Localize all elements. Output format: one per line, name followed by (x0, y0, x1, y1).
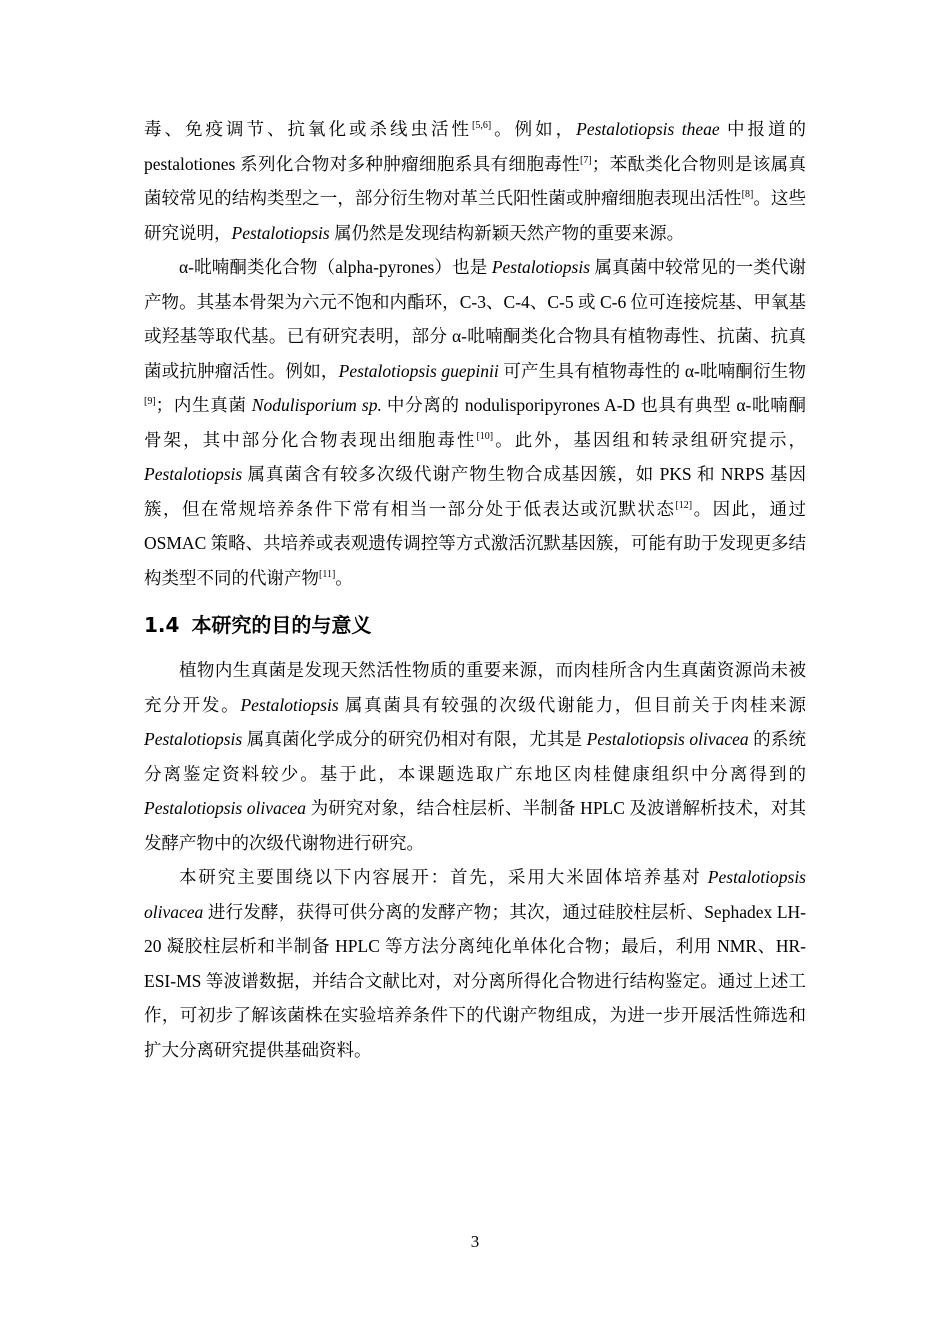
section-title: 本研究的目的与意义 (191, 613, 372, 637)
text-span: 属真菌具有较强的次级代谢能力，但目前关于肉桂来源 (338, 694, 806, 715)
paragraph-3 (144, 653, 806, 860)
citation: [5,6] (471, 120, 492, 132)
text-span: 。这些研究说明， (144, 188, 807, 243)
text-span: 属真菌化学成分的研究仍相对有限，尤其是 (242, 729, 587, 749)
text-span: 属真菌中较常见的一类代谢产物。其基本骨架为六元不饱和内酯环，C-3、C-4、C-5 或 C-6 位可连接烷基、甲氧基或羟基等取代基。已有研究表明，部分 α-吡喃酮类化合物具有植物毒性、抗菌、抗真菌或抗肿瘤活性。例如， (144, 257, 806, 381)
page-content (144, 112, 806, 1067)
species-name: Nodulisporium sp. (251, 395, 382, 415)
text-span: 毒、免疫调节、抗氧化或杀线虫活性 (144, 119, 472, 139)
section-heading (144, 605, 806, 645)
text-span: ；内生真菌 (155, 395, 252, 415)
text-span: 属真菌含有较多次级代谢产物生物合成基因簇，如 PKS 和 NRPS 基因簇，但在常规培养条件下常有相当一部分处于低表达或沉默状态 (144, 464, 806, 519)
page-number: 3 (470, 1232, 480, 1251)
genus-name: Pestalotiopsis (144, 464, 243, 484)
text-span: 。因此，通过 OSMAC 策略、共培养或表观遗传调控等方式激活沉默基因簇，可能有助于发现更多结构类型不同的代谢产物 (144, 498, 807, 588)
text-span: 本研究主要围绕以下内容展开：首先，采用大米固体培养基对 (179, 867, 708, 887)
genus-name: Pestalotiopsis (491, 257, 591, 277)
genus-name: Pestalotiopsis (240, 694, 339, 715)
citation: [9] (144, 396, 156, 408)
text-span: 。此外，基因组和转录组研究提示， (493, 429, 807, 450)
genus-name: Pestalotiopsis (144, 729, 243, 749)
paragraph-4 (144, 860, 806, 1067)
text-span: α-吡喃酮类化合物（alpha-pyrones）也是 (179, 257, 492, 277)
citation: [10] (476, 430, 494, 442)
text-span: 中报道的 pestalotiones 系列化合物对多种肿瘤细胞系具有细胞毒性 (144, 119, 807, 174)
genus-name: Pestalotiopsis (231, 222, 330, 243)
paragraph-1 (144, 112, 806, 250)
citation: [12] (675, 499, 693, 511)
text-span: 的系统分离鉴定资料较少。基于此，本课题选取广东地区肉桂健康组织中分离得到的 (144, 729, 807, 784)
citation: [8] (741, 189, 754, 201)
text-span: 中分离的 nodulisporipyrones A-D 也具有典型 α-吡喃酮骨架，其中部分化合物表现出细胞毒性 (144, 395, 807, 450)
section-number: 1.4 (144, 613, 180, 637)
species-name: Pestalotiopsis olivacea (144, 798, 307, 818)
text-span: 属仍然是发现结构新颖天然产物的重要来源。 (329, 222, 685, 243)
text-span: 可产生具有植物毒性的 α-吡喃酮衍生物 (498, 360, 806, 381)
species-name: Pestalotiopsis theae (576, 119, 720, 139)
text-span: 。例如， (491, 119, 577, 139)
species-name: Pestalotiopsis guepinii (338, 360, 499, 381)
citation: [7] (580, 154, 592, 166)
paragraph-2 (144, 250, 806, 595)
text-span: 为研究对象，结合柱层析、半制备 HPLC 及波谱解析技术，对其发酵产物中的次级代谢物进行研究。 (144, 798, 806, 853)
species-name: Pestalotiopsis olivacea (144, 867, 806, 922)
text-span: 植物内生真菌是发现天然活性物质的重要来源，而肉桂所含内生真菌资源尚未被充分开发。 (144, 660, 806, 715)
text-span: 进行发酵，获得可供分离的发酵产物；其次，通过硅胶柱层析、Sephadex LH-20 凝胶柱层析和半制备 HPLC 等方法分离纯化单体化合物；最后，利用 NMR、HR-ESI-MS 等波谱数据，并结合文献比对，对分离所得化合物进行结构鉴定。通过上述工作，可初步了解该菌株在实验培养条件下的代谢产物组成，为进一步开展活性筛选和扩大分离研究提供基础资料。 (144, 901, 806, 1060)
text-span: ；苯酞类化合物则是该属真菌较常见的结构类型之一，部分衍生物对革兰氏阳性菌或肿瘤细胞表现出活性 (144, 153, 807, 208)
species-name: Pestalotiopsis olivacea (586, 729, 749, 749)
text-span: 。 (335, 567, 353, 588)
citation: [11] (319, 568, 336, 580)
